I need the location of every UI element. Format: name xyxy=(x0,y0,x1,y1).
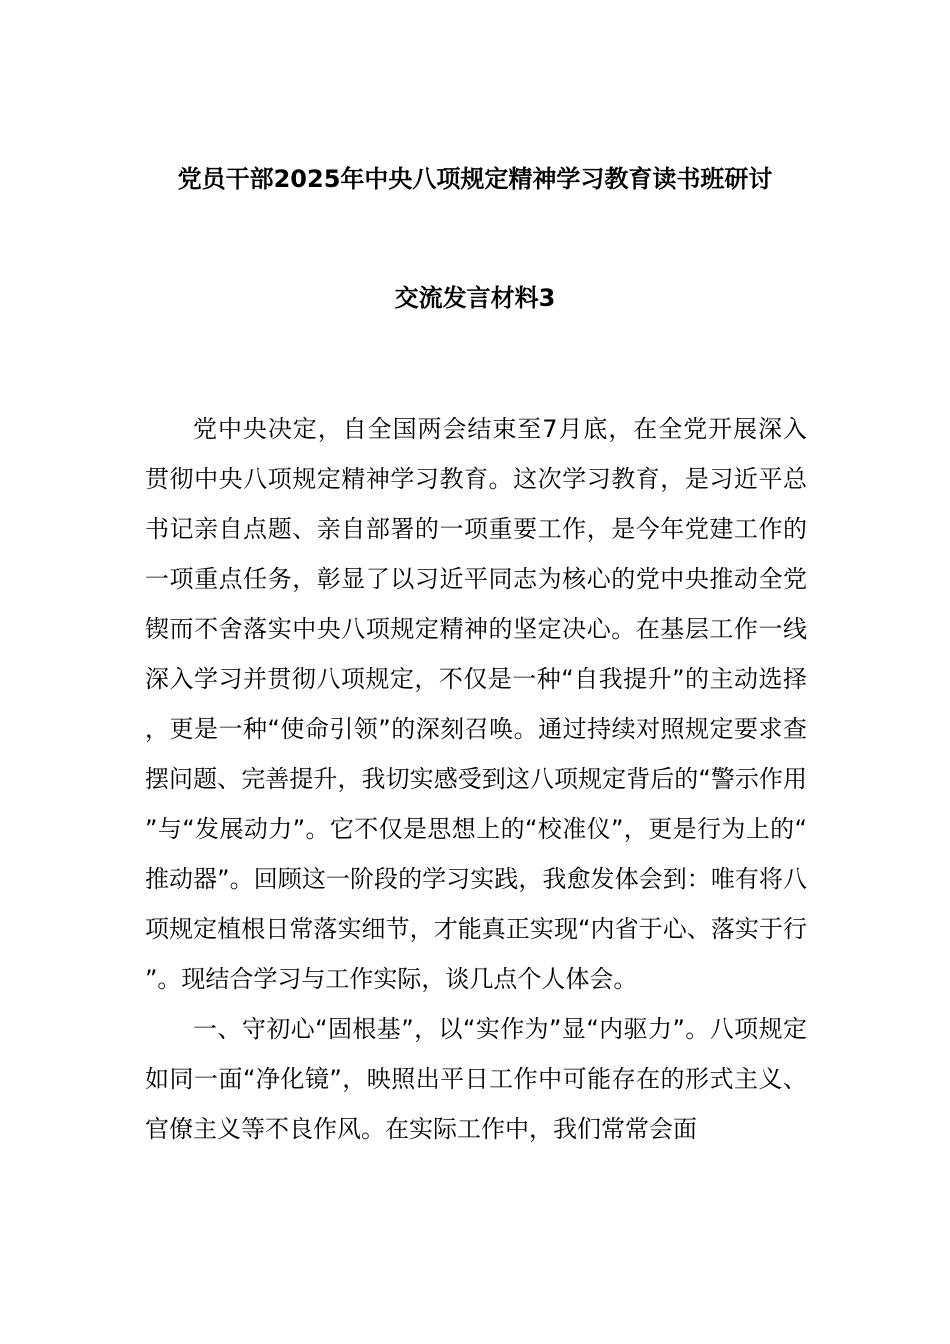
document-title-line-2: 交流发言材料3 xyxy=(394,284,556,312)
document-body xyxy=(145,404,807,1154)
document-title-line-1: 党员干部2025年中央八项规定精神学习教育读书班研讨 xyxy=(177,165,773,193)
body-paragraph-1: 党中央决定，自全国两会结束至7月底，在全党开展深入贯彻中央八项规定精神学习教育。这次学习教育，是习近平总书记亲自点题、亲自部署的一项重要工作，是今年党建工作的一项重点任务，彰显了以习近平同志为核心的党中央推动全党锲而不舍落实中央八项规定精神的坚定决心。在基层工作一线深入学习并贯彻八项规定，不仅是一种“自我提升”的主动选择，更是一种“使命引领”的深刻召唤。通过持续对照规定要求查摆问题、完善提升，我切实感受到这八项规定背后的“警示作用”与“发展动力”。它不仅是思想上的“校准仪”，更是行为上的“推动器”。回顾这一阶段的学习实践，我愈发体会到：唯有将八项规定植根日常落实细节，才能真正实现“内省于心、落实于行”。现结合学习与工作实际，谈几点个人体会。 xyxy=(145,415,807,993)
body-paragraph-2: 一、守初心“固根基”，以“实作为”显“内驱力”。八项规定如同一面“净化镜”，映照出平日工作中可能存在的形式主义、官僚主义等不良作风。在实际工作中，我们常常会面 xyxy=(145,1015,807,1143)
